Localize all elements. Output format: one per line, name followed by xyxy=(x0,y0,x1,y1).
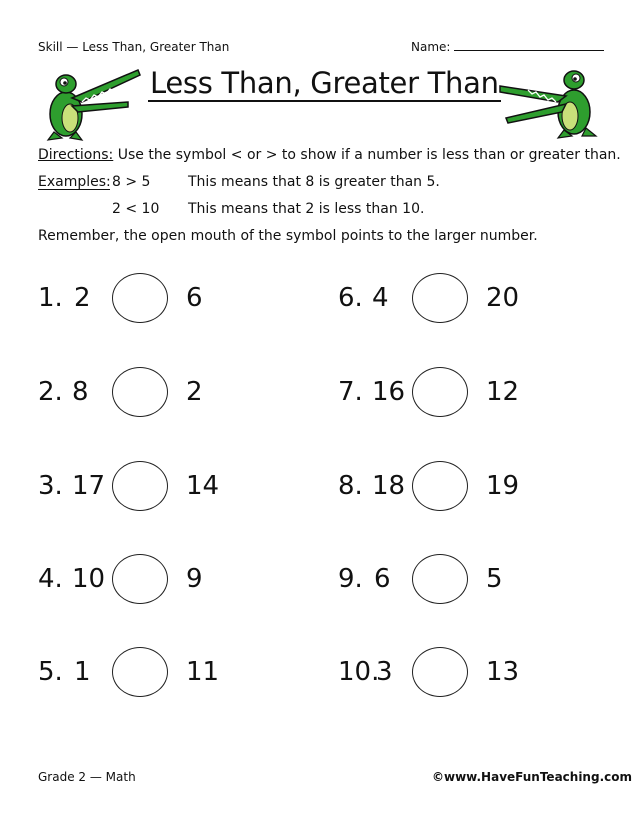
problem-9-answer-oval[interactable] xyxy=(412,554,468,604)
problem-8-number: 8. xyxy=(338,471,363,501)
problem-1-answer-oval[interactable] xyxy=(112,273,168,323)
name-label: Name: xyxy=(411,40,451,54)
example2-text: This means that 2 is less than 10. xyxy=(188,201,425,217)
problem-6-answer-oval[interactable] xyxy=(412,273,468,323)
problem-4-answer-oval[interactable] xyxy=(112,554,168,604)
problem-7-right: 12 xyxy=(486,377,520,407)
problem-10-number: 10. xyxy=(338,657,380,687)
alligator-right-icon xyxy=(496,62,601,142)
footer-grade: Grade 2 — Math xyxy=(38,770,136,784)
problem-10-answer-oval[interactable] xyxy=(412,647,468,697)
problem-4-left: 10 xyxy=(72,564,106,594)
problem-5-right: 11 xyxy=(186,657,220,687)
examples-label: Examples: xyxy=(38,174,111,190)
problem-3-number: 3. xyxy=(38,471,63,501)
problem-3-left: 17 xyxy=(72,471,106,501)
directions-text: Use the symbol < or > to show if a number is less than or greater than. xyxy=(117,147,621,163)
footer-copyright: ©www.HaveFunTeaching.com xyxy=(432,770,632,784)
problem-2-left: 8 xyxy=(72,377,89,407)
example1-expr: 8 > 5 xyxy=(112,174,151,190)
problem-2-answer-oval[interactable] xyxy=(112,367,168,417)
problem-8-right: 19 xyxy=(486,471,520,501)
problem-3-right: 14 xyxy=(186,471,220,501)
problem-9-number: 9. xyxy=(338,564,363,594)
problem-5-left: 1 xyxy=(74,657,91,687)
problem-2-number: 2. xyxy=(38,377,63,407)
problem-1-right: 6 xyxy=(186,283,203,313)
problem-7-answer-oval[interactable] xyxy=(412,367,468,417)
problem-6-number: 6. xyxy=(338,283,363,313)
problem-7-left: 16 xyxy=(372,377,406,407)
example1-text: This means that 8 is greater than 5. xyxy=(188,174,440,190)
problem-9-left: 6 xyxy=(374,564,391,594)
problem-8-answer-oval[interactable] xyxy=(412,461,468,511)
problem-1-left: 2 xyxy=(74,283,91,313)
page-title: Less Than, Greater Than xyxy=(150,66,499,100)
problem-4-right: 9 xyxy=(186,564,203,594)
directions-label: Directions: xyxy=(38,147,114,163)
problem-6-right: 20 xyxy=(486,283,520,313)
directions xyxy=(38,146,628,164)
problem-5-answer-oval[interactable] xyxy=(112,647,168,697)
problem-3-answer-oval[interactable] xyxy=(112,461,168,511)
problem-9-right: 5 xyxy=(486,564,503,594)
alligator-left-icon xyxy=(42,62,142,142)
problem-2-right: 2 xyxy=(186,377,203,407)
problem-10-left: 3 xyxy=(376,657,393,687)
problem-8-left: 18 xyxy=(372,471,406,501)
problem-5-number: 5. xyxy=(38,657,63,687)
name-field[interactable] xyxy=(411,40,604,54)
problem-7-number: 7. xyxy=(338,377,363,407)
example2-expr: 2 < 10 xyxy=(112,201,160,217)
problem-6-left: 4 xyxy=(372,283,389,313)
problem-4-number: 4. xyxy=(38,564,63,594)
name-line xyxy=(454,40,604,51)
skill-label: Skill — Less Than, Greater Than xyxy=(38,40,230,54)
examples-underline xyxy=(38,173,110,190)
problem-1-number: 1. xyxy=(38,283,63,313)
remember-text: Remember, the open mouth of the symbol points to the larger number. xyxy=(38,228,538,244)
problem-10-right: 13 xyxy=(486,657,520,687)
